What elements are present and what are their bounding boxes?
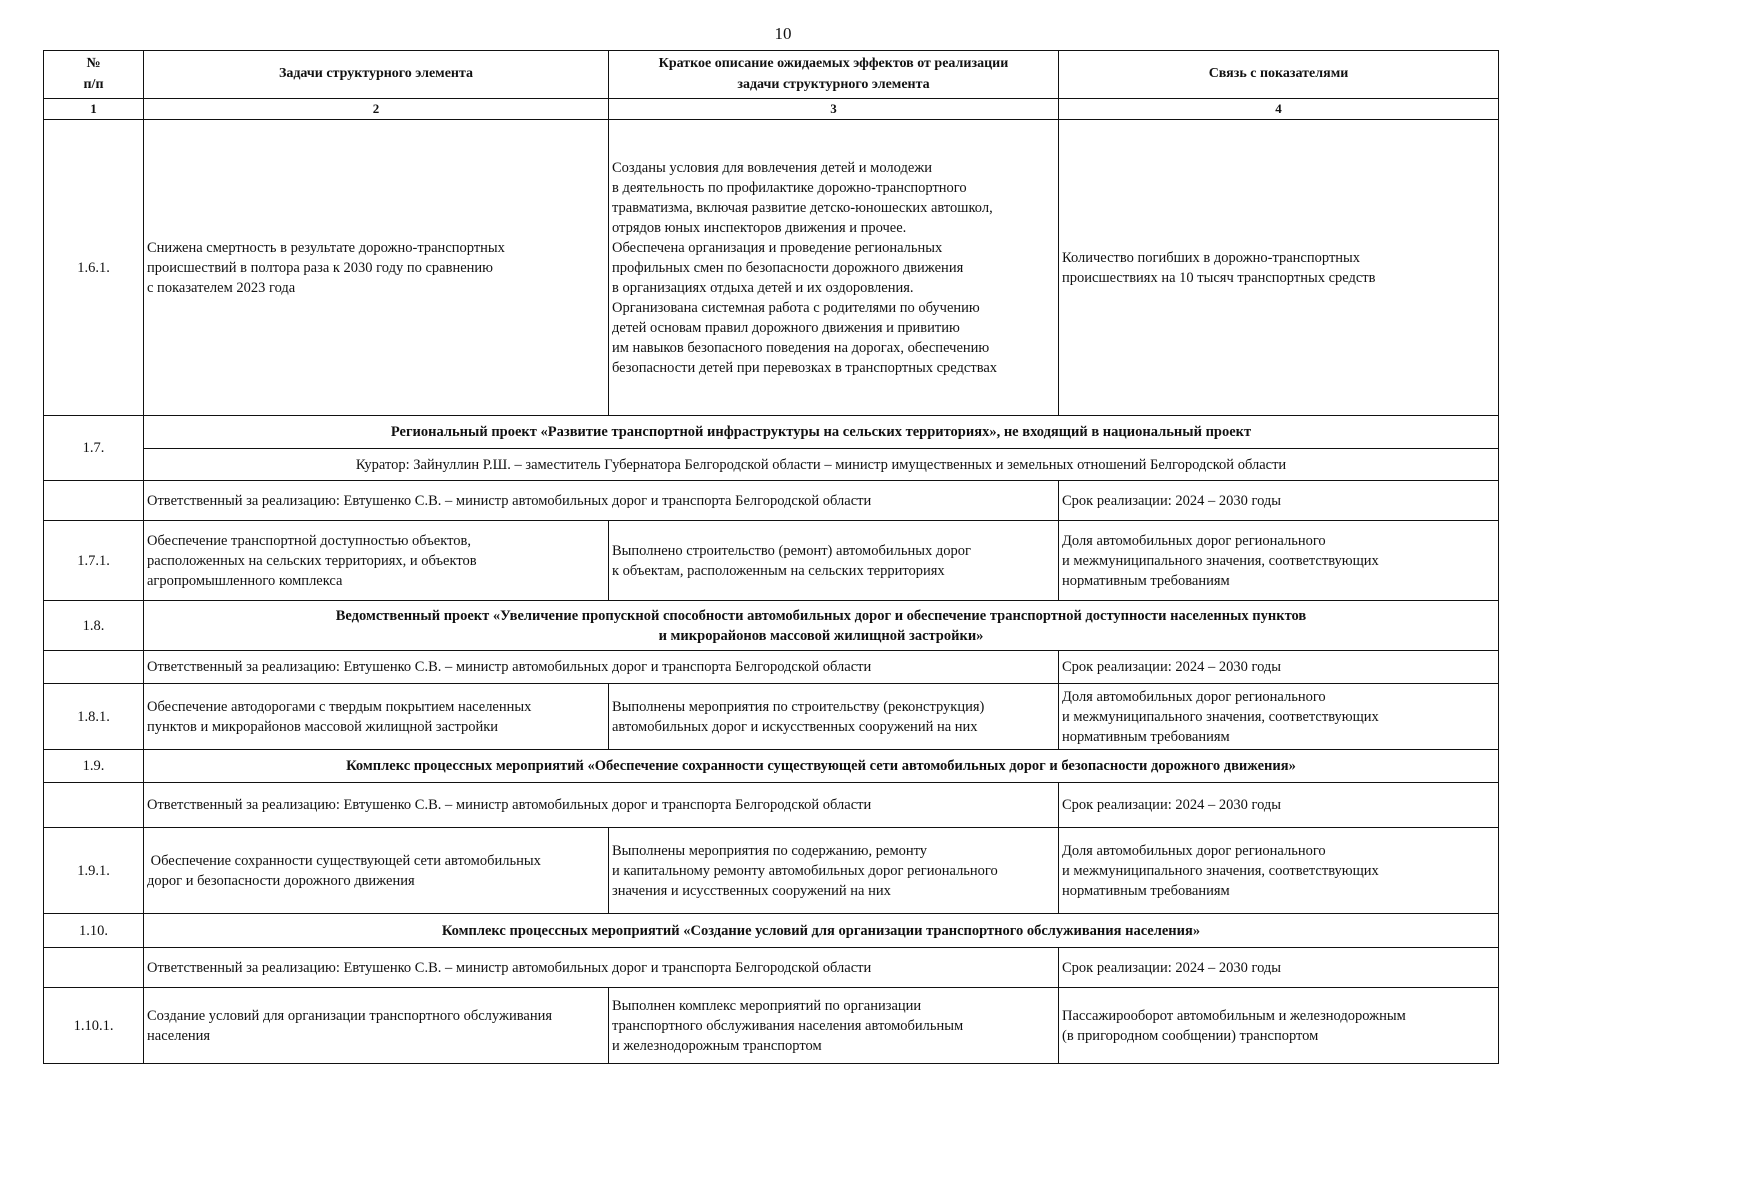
responsible-cell: Ответственный за реализацию: Евтушенко С.В. – министр автомобильных дорог и транспорта Белгородской области [144, 783, 1059, 828]
effect-cell: Выполнен комплекс мероприятий по организации транспортного обслуживания населения автомобильным и железнодорожным транспортом [609, 988, 1059, 1064]
effect-cell: Выполнены мероприятия по строительству (реконструкция) автомобильных дорог и искусственных сооружений на них [609, 684, 1059, 750]
project-title: Ведомственный проект «Увеличение пропускной способности автомобильных дорог и обеспечение транспортной доступности населенных пунктов и микрорайонов массовой жилищной застройки» [144, 601, 1499, 651]
row-number: 1.8. [44, 601, 144, 651]
effect-cell: Выполнено строительство (ремонт) автомобильных дорог к объектам, расположенным на сельских территориях [609, 521, 1059, 601]
task-cell: Обеспечение автодорогами с твердым покрытием населенных пунктов и микрорайонов массовой жилищной застройки [144, 684, 609, 750]
table-row [44, 828, 1499, 914]
task-cell: Снижена смертность в результате дорожно-транспортных происшествий в полтора раза к 2030 году по сравнению с показателем 2023 года [144, 120, 609, 416]
row-number: 1.6.1. [44, 120, 144, 416]
effect-cell: Выполнены мероприятия по содержанию, ремонту и капитальному ремонту автомобильных дорог регионального значения и исусственных сооружений на них [609, 828, 1059, 914]
task-cell: Обеспечение транспортной доступностью объектов, расположенных на сельских территориях, и объектов агропромышленного комплекса [144, 521, 609, 601]
project-title: Комплекс процессных мероприятий «Обеспечение сохранности существующей сети автомобильных дорог и безопасности дорожного движения» [144, 750, 1499, 783]
row-number: 1.10. [44, 914, 144, 948]
responsible-row [44, 651, 1499, 684]
row-number: 1.10.1. [44, 988, 144, 1064]
structural-elements-table [43, 50, 1499, 1064]
row-number: 1.9.1. [44, 828, 144, 914]
table-header-row [44, 51, 1499, 99]
row-number: 1.7.1. [44, 521, 144, 601]
responsible-row [44, 948, 1499, 988]
table-row [44, 684, 1499, 750]
column-number: 3 [609, 99, 1059, 120]
indicator-cell: Пассажирооборот автомобильным и железнодорожным (в пригородном сообщении) транспортом [1059, 988, 1499, 1064]
header-indicators: Связь с показателями [1059, 51, 1499, 99]
project-title-row [44, 601, 1499, 651]
empty-cell [44, 651, 144, 684]
project-title-row [44, 750, 1499, 783]
curator-cell: Куратор: Зайнуллин Р.Ш. – заместитель Губернатора Белгородской области – министр имущественных и земельных отношений Белгородской области [144, 449, 1499, 481]
column-number-row [44, 99, 1499, 120]
project-title: Региональный проект «Развитие транспортной инфраструктуры на сельских территориях», не входящий в национальный проект [144, 416, 1499, 449]
responsible-row [44, 481, 1499, 521]
indicator-cell: Доля автомобильных дорог регионального и межмуниципального значения, соответствующих нормативным требованиям [1059, 521, 1499, 601]
row-number: 1.7. [44, 416, 144, 481]
indicator-cell: Количество погибших в дорожно-транспортных происшествиях на 10 тысяч транспортных средств [1059, 120, 1499, 416]
empty-cell [44, 948, 144, 988]
column-number: 1 [44, 99, 144, 120]
empty-cell [44, 783, 144, 828]
project-title-row [44, 416, 1499, 449]
curator-row [44, 449, 1499, 481]
column-number: 2 [144, 99, 609, 120]
task-cell: Создание условий для организации транспортного обслуживания населения [144, 988, 609, 1064]
header-number: № п/п [44, 51, 144, 99]
empty-cell [44, 481, 144, 521]
column-number: 4 [1059, 99, 1499, 120]
row-number: 1.8.1. [44, 684, 144, 750]
header-effects: Краткое описание ожидаемых эффектов от реализации задачи структурного элемента [609, 51, 1059, 99]
term-cell: Срок реализации: 2024 – 2030 годы [1059, 481, 1499, 521]
responsible-cell: Ответственный за реализацию: Евтушенко С.В. – министр автомобильных дорог и транспорта Белгородской области [144, 481, 1059, 521]
table-row [44, 988, 1499, 1064]
effect-cell: Созданы условия для вовлечения детей и молодежи в деятельность по профилактике дорожно-транспортного травматизма, включая развитие детско-юношеских автошкол, отрядов юных инспекторов движения и прочее. Обеспечена организация и проведение региональных профильных смен по безопасности дорожного движения в организациях отдыха детей и их оздоровления. Организована системная работа с родителями по обучению детей основам правил дорожного движения и привитию им навыков безопасного поведения на дорогах, обеспечению безопасности детей при перевозках в транспортных средствах [609, 120, 1059, 416]
indicator-cell: Доля автомобильных дорог регионального и межмуниципального значения, соответствующих нормативным требованиям [1059, 684, 1499, 750]
indicator-cell: Доля автомобильных дорог регионального и межмуниципального значения, соответствующих нормативным требованиям [1059, 828, 1499, 914]
responsible-cell: Ответственный за реализацию: Евтушенко С.В. – министр автомобильных дорог и транспорта Белгородской области [144, 651, 1059, 684]
table-row [44, 120, 1499, 416]
term-cell: Срок реализации: 2024 – 2030 годы [1059, 783, 1499, 828]
term-cell: Срок реализации: 2024 – 2030 годы [1059, 948, 1499, 988]
header-tasks: Задачи структурного элемента [144, 51, 609, 99]
term-cell: Срок реализации: 2024 – 2030 годы [1059, 651, 1499, 684]
project-title-row [44, 914, 1499, 948]
project-title: Комплекс процессных мероприятий «Создание условий для организации транспортного обслуживания населения» [144, 914, 1499, 948]
responsible-row [44, 783, 1499, 828]
table-row [44, 521, 1499, 601]
row-number: 1.9. [44, 750, 144, 783]
responsible-cell: Ответственный за реализацию: Евтушенко С.В. – министр автомобильных дорог и транспорта Белгородской области [144, 948, 1059, 988]
task-cell: Обеспечение сохранности существующей сети автомобильных дорог и безопасности дорожного движения [144, 828, 609, 914]
page-number: 10 [774, 24, 792, 43]
